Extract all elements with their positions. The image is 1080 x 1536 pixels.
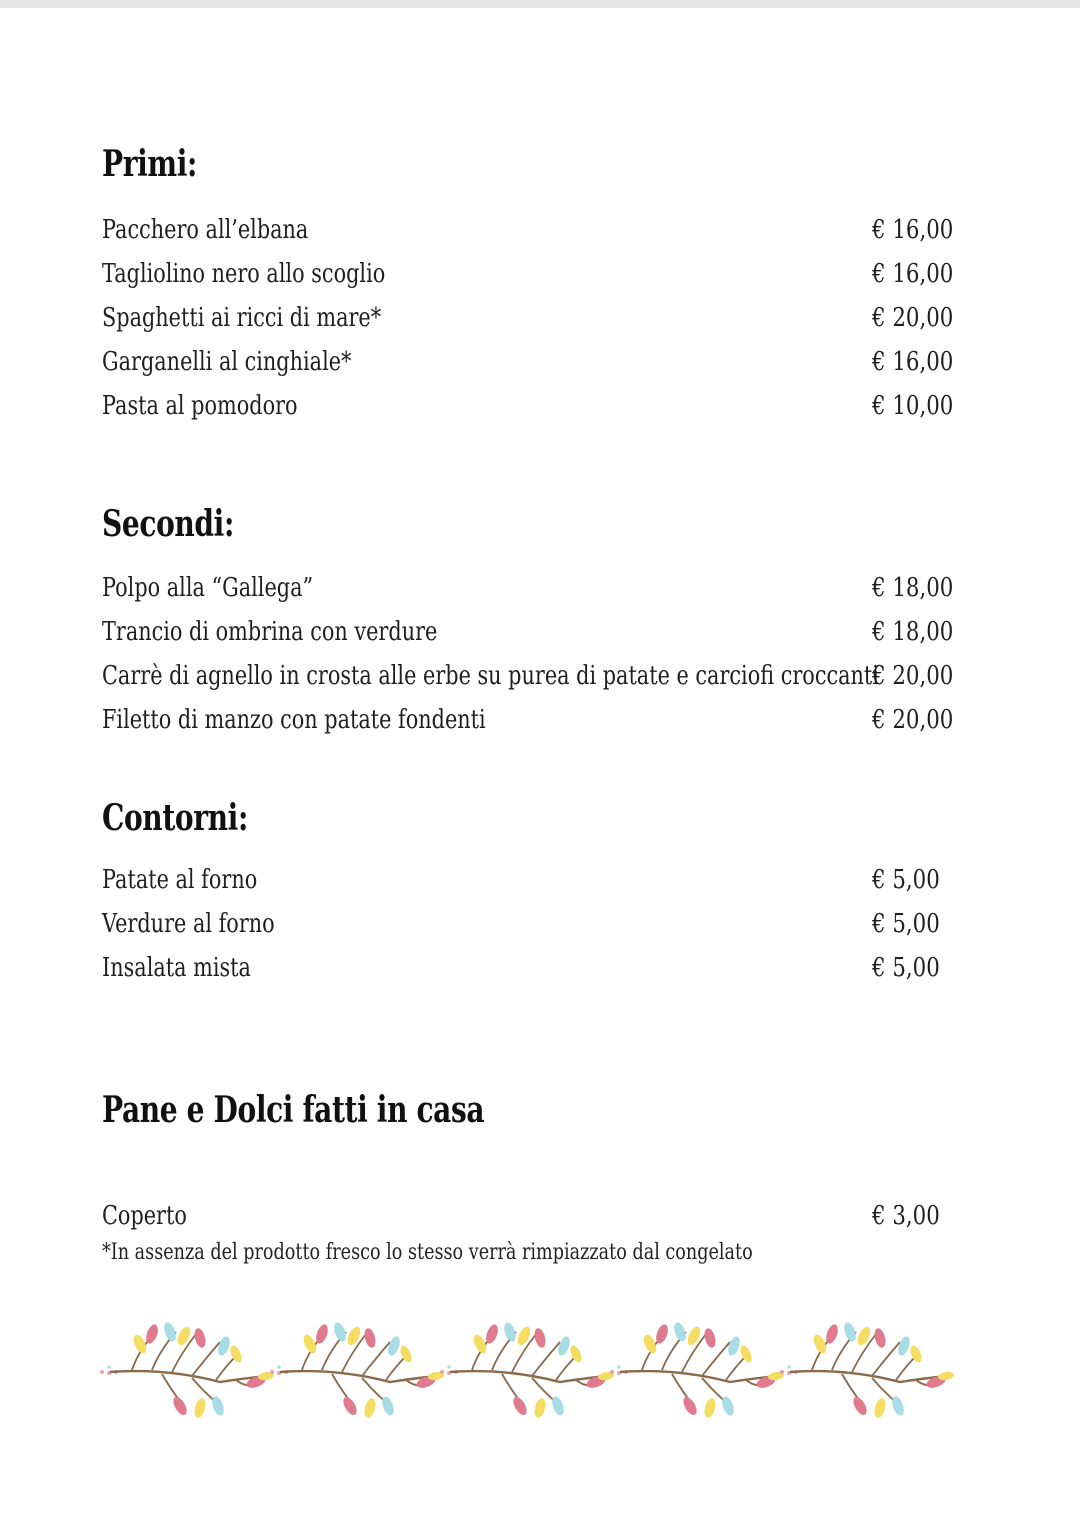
menu-item	[102, 252, 962, 296]
menu-item	[102, 566, 962, 610]
menu-item	[102, 610, 962, 654]
item-name: Spaghetti ai ricci di mare*	[102, 303, 382, 333]
item-price: € 5,00	[872, 909, 940, 939]
menu-item	[102, 902, 962, 946]
item-name: Polpo alla “Gallega”	[102, 573, 314, 603]
floral-garland-icon	[96, 1322, 956, 1418]
menu-item	[102, 340, 962, 384]
menu-item	[102, 208, 962, 252]
menu-item	[102, 946, 962, 990]
item-name: Insalata mista	[102, 953, 251, 983]
menu-item	[102, 654, 962, 698]
item-price: € 16,00	[872, 259, 954, 289]
item-price: € 10,00	[872, 391, 954, 421]
item-name: Trancio di ombrina con verdure	[102, 617, 438, 647]
item-name: Tagliolino nero allo scoglio	[102, 259, 386, 289]
item-name: Pacchero all’elbana	[102, 215, 309, 245]
menu-item	[102, 858, 962, 902]
item-name: Carrè di agnello in crosta alle erbe su purea di patate e carciofi croccanti	[102, 661, 879, 691]
item-price: € 16,00	[872, 215, 954, 245]
item-price: € 20,00	[872, 705, 954, 735]
item-price: € 5,00	[872, 953, 940, 983]
menu-item-coperto	[102, 1194, 962, 1238]
item-name: Filetto di manzo con patate fondenti	[102, 705, 486, 735]
top-bar	[0, 0, 1080, 8]
menu-item	[102, 296, 962, 340]
item-price: € 20,00	[872, 303, 954, 333]
footnote: *In assenza del prodotto fresco lo stesso verrà rimpiazzato dal congelato	[102, 1240, 753, 1265]
item-price: € 5,00	[872, 865, 940, 895]
item-name: Verdure al forno	[102, 909, 275, 939]
item-name: Coperto	[102, 1201, 187, 1231]
item-price: € 16,00	[872, 347, 954, 377]
item-price: € 20,00	[872, 661, 954, 691]
menu-item	[102, 384, 962, 428]
section-title-contorni: Contorni:	[102, 797, 248, 839]
item-price: € 18,00	[872, 617, 954, 647]
item-name: Pasta al pomodoro	[102, 391, 298, 421]
item-name: Garganelli al cinghiale*	[102, 347, 352, 377]
section-title-secondi: Secondi:	[102, 503, 234, 545]
section-title-primi: Primi:	[102, 143, 197, 185]
item-name: Patate al forno	[102, 865, 258, 895]
section-title-pane-dolci: Pane e Dolci fatti in casa	[102, 1089, 485, 1131]
item-price: € 18,00	[872, 573, 954, 603]
menu-item	[102, 698, 962, 742]
item-price: € 3,00	[872, 1201, 940, 1231]
